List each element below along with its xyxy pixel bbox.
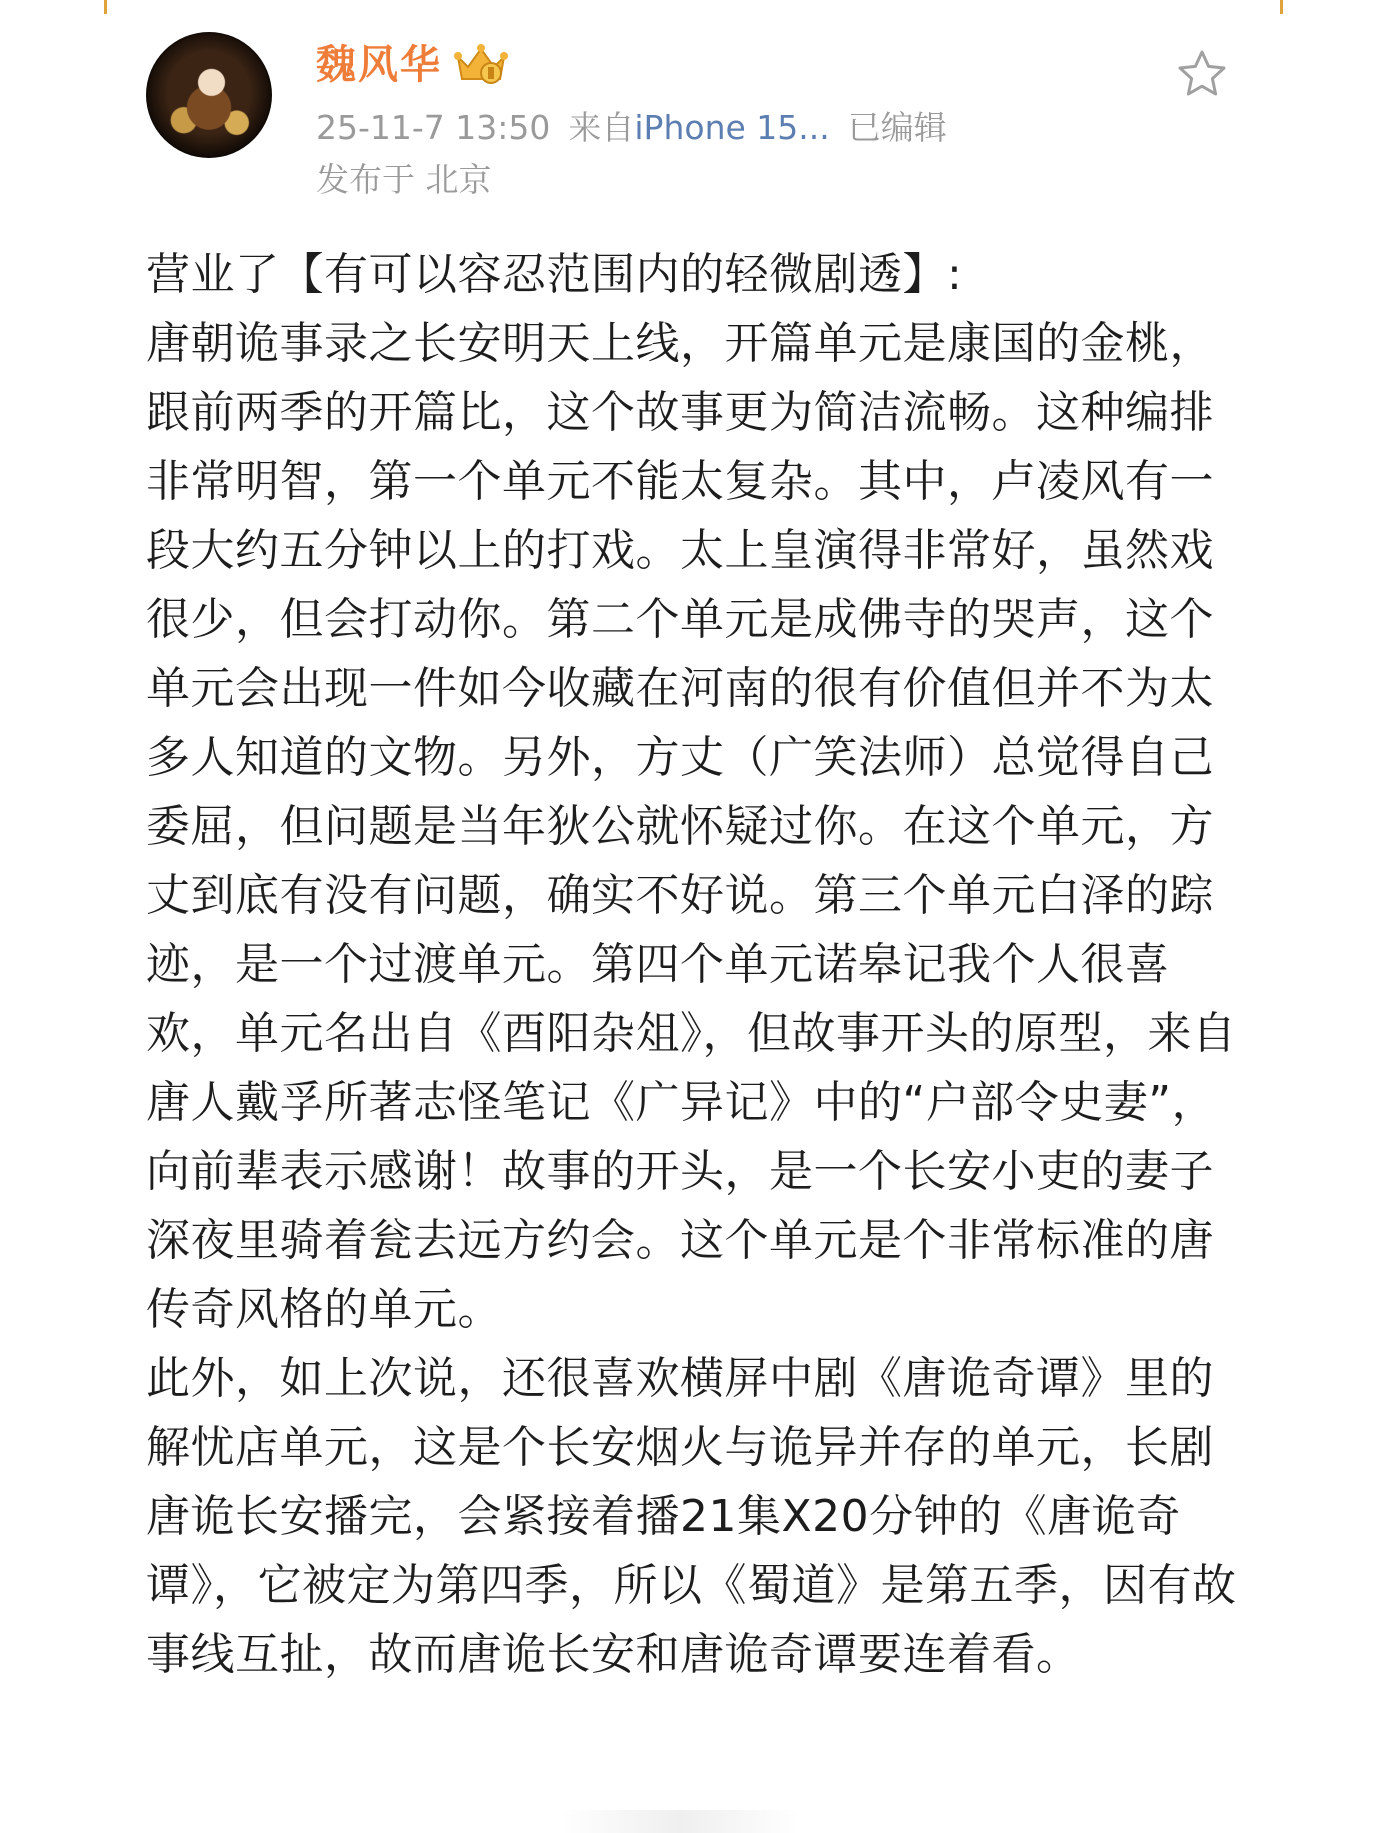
timestamp: 25-11-7 13:50 (316, 108, 551, 147)
source-prefix: 来自 (568, 108, 635, 147)
avatar[interactable] (146, 32, 272, 158)
top-left-edge-mark (104, 0, 107, 14)
post-meta (316, 108, 947, 148)
post-header (146, 32, 1256, 199)
post-paragraph: 此外，如上次说，还很喜欢横屏中剧《唐诡奇谭》里的解忧店单元，这是个长安烟火与诡异并存的单元，长剧唐诡长安播完，会紧接着播21集X20分钟的《唐诡奇谭》，它被定为第四季，所以《蜀道》是第五季，因有故事线互扯，故而唐诡长安和唐诡奇谭要连着看。 (146, 1353, 1237, 1680)
location: 发布于 北京 (316, 160, 492, 199)
vip-crown-icon[interactable] (454, 43, 508, 87)
post-body (146, 240, 1256, 1689)
edited-label[interactable]: 已编辑 (847, 108, 947, 147)
bottom-watermark (560, 1810, 800, 1833)
username[interactable]: 魏风华 (316, 42, 442, 88)
star-outline-icon[interactable] (1176, 48, 1228, 100)
device-link[interactable]: iPhone 15... (634, 108, 830, 147)
top-right-edge-mark (1280, 0, 1283, 14)
post-paragraph: 营业了【有可以容忍范围内的轻微剧透】: (146, 249, 963, 300)
username-row (316, 40, 508, 90)
post-paragraph: 唐朝诡事录之长安明天上线，开篇单元是康国的金桃，跟前两季的开篇比，这个故事更为简洁流畅。这种编排非常明智，第一个单元不能太复杂。其中，卢凌风有一段大约五分钟以上的打戏。太上皇演得非常好，虽然戏很少，但会打动你。第二个单元是成佛寺的哭声，这个单元会出现一件如今收藏在河南的很有价值但并不为太多人知道的文物。另外，方丈（广笑法师）总觉得自己委屈，但问题是当年狄公就怀疑过你。在这个单元，方丈到底有没有问题，确实不好说。第三个单元白泽的踪迹，是一个过渡单元。第四个单元诺皋记我个人很喜欢，单元名出自《酉阳杂俎》，但故事开头的原型，来自唐人戴孚所著志怪笔记《广异记》中的“户部令史妻”，向前辈表示感谢！故事的开头，是一个长安小吏的妻子深夜里骑着瓮去远方约会。这个单元是个非常标准的唐传奇风格的单元。 (146, 318, 1237, 1335)
